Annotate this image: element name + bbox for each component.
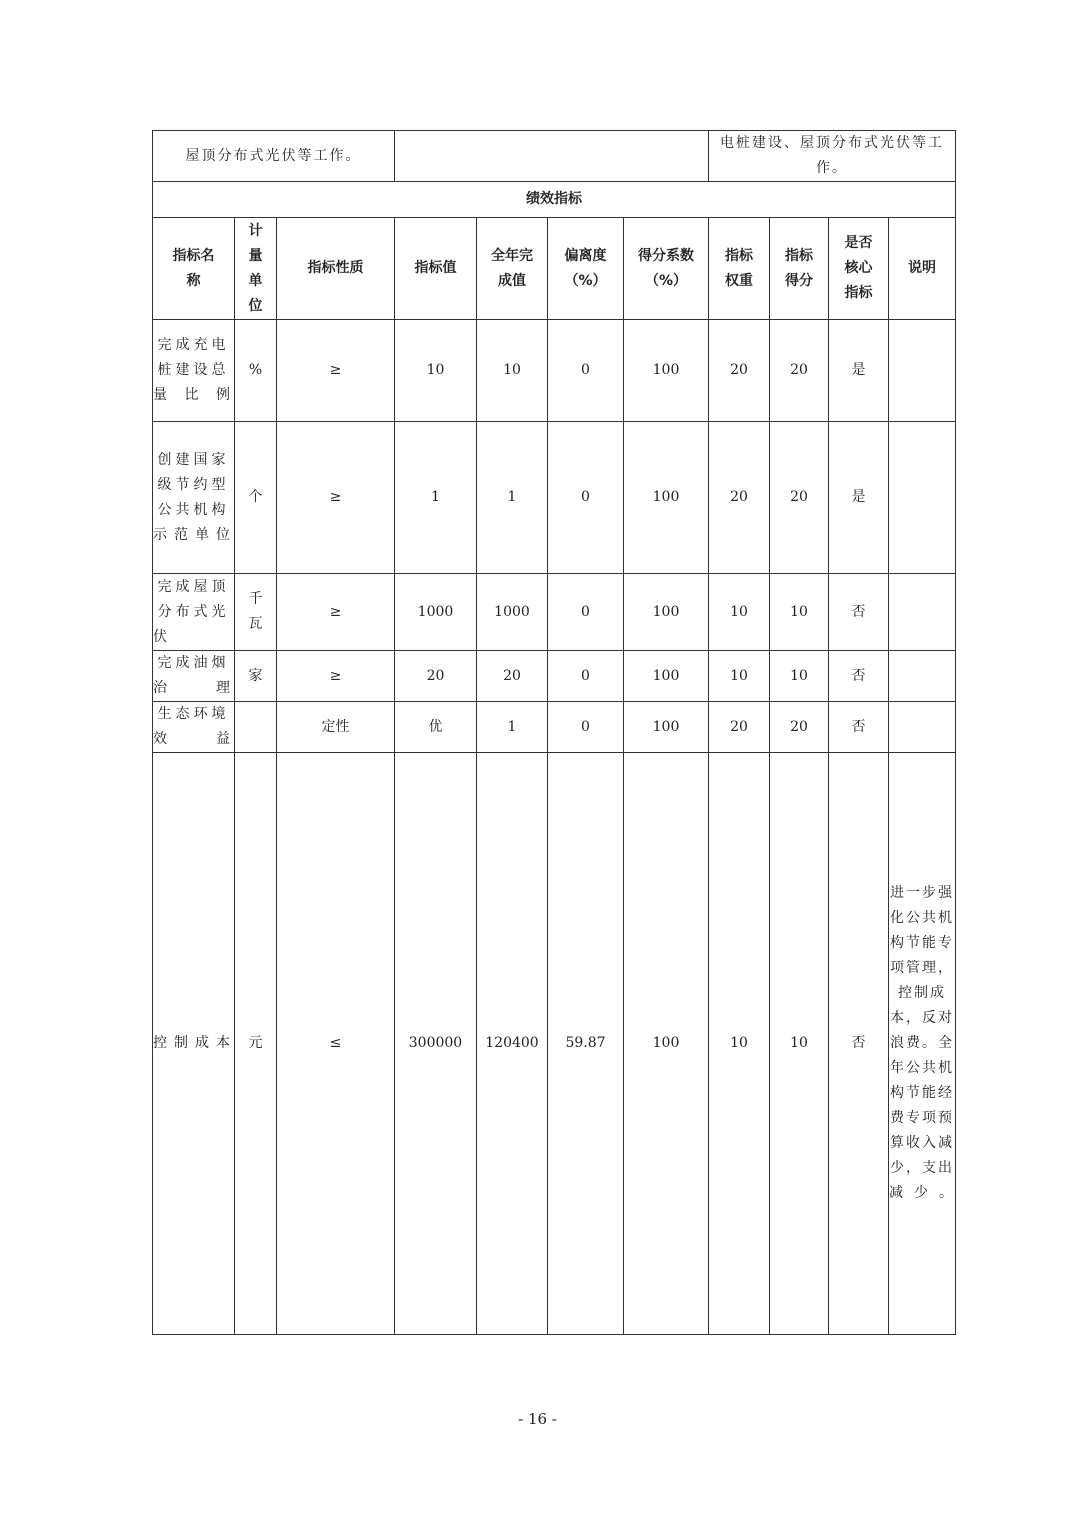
section-row xyxy=(153,182,956,218)
score-cell: 10 xyxy=(770,574,829,651)
core-cell: 是 xyxy=(829,320,889,422)
table-row xyxy=(153,651,956,702)
actual-cell: 1 xyxy=(477,422,548,574)
header-nature: 指标性质 xyxy=(277,218,395,320)
deviation-cell: 0 xyxy=(548,422,624,574)
nature-cell: ≥ xyxy=(277,422,395,574)
table-row xyxy=(153,702,956,753)
header-core: 是否核心指标 xyxy=(829,218,889,320)
header-unit: 计量单位 xyxy=(235,218,277,320)
table-row xyxy=(153,422,956,574)
nature-cell: ≤ xyxy=(277,753,395,1335)
unit-cell xyxy=(235,702,277,753)
coef-cell: 100 xyxy=(624,753,709,1335)
target-cell: 300000 xyxy=(395,753,477,1335)
header-note: 说明 xyxy=(889,218,956,320)
header-target: 指标值 xyxy=(395,218,477,320)
unit-cell: 元 xyxy=(235,753,277,1335)
score-cell: 10 xyxy=(770,651,829,702)
coef-cell: 100 xyxy=(624,702,709,753)
performance-table xyxy=(152,130,956,1335)
coef-cell: 100 xyxy=(624,651,709,702)
core-cell: 否 xyxy=(829,702,889,753)
section-title: 绩效指标 xyxy=(153,182,956,218)
core-cell: 否 xyxy=(829,753,889,1335)
weight-cell: 10 xyxy=(709,753,770,1335)
score-cell: 20 xyxy=(770,422,829,574)
weight-cell: 20 xyxy=(709,422,770,574)
continuation-middle-cell xyxy=(395,131,709,182)
core-cell: 是 xyxy=(829,422,889,574)
unit-cell: 家 xyxy=(235,651,277,702)
continuation-row xyxy=(153,131,956,182)
weight-cell: 10 xyxy=(709,651,770,702)
nature-cell: 定性 xyxy=(277,702,395,753)
indicator-name: 完成油烟治理 xyxy=(153,651,235,702)
weight-cell: 20 xyxy=(709,320,770,422)
target-cell: 10 xyxy=(395,320,477,422)
score-cell: 20 xyxy=(770,702,829,753)
header-weight: 指标权重 xyxy=(709,218,770,320)
table-row xyxy=(153,574,956,651)
actual-cell: 1000 xyxy=(477,574,548,651)
weight-cell: 10 xyxy=(709,574,770,651)
table-row xyxy=(153,320,956,422)
actual-cell: 1 xyxy=(477,702,548,753)
deviation-cell: 0 xyxy=(548,702,624,753)
page-number: - 16 - xyxy=(518,1410,557,1428)
unit-cell: 千瓦 xyxy=(235,574,277,651)
unit-cell: % xyxy=(235,320,277,422)
note-cell xyxy=(889,320,956,422)
indicator-name: 创建国家级节约型公共机构示范单位 xyxy=(153,422,235,574)
actual-cell: 20 xyxy=(477,651,548,702)
actual-cell: 10 xyxy=(477,320,548,422)
header-name: 指标名称 xyxy=(153,218,235,320)
continuation-right-cell: 电桩建设、屋顶分布式光伏等工作。 xyxy=(709,131,956,182)
header-coef: 得分系数（%） xyxy=(624,218,709,320)
core-cell: 否 xyxy=(829,574,889,651)
deviation-cell: 0 xyxy=(548,574,624,651)
table-row xyxy=(153,753,956,1335)
coef-cell: 100 xyxy=(624,574,709,651)
target-cell: 20 xyxy=(395,651,477,702)
target-cell: 优 xyxy=(395,702,477,753)
coef-cell: 100 xyxy=(624,320,709,422)
actual-cell: 120400 xyxy=(477,753,548,1335)
deviation-cell: 59.87 xyxy=(548,753,624,1335)
note-cell xyxy=(889,574,956,651)
core-cell: 否 xyxy=(829,651,889,702)
note-cell xyxy=(889,651,956,702)
coef-cell: 100 xyxy=(624,422,709,574)
weight-cell: 20 xyxy=(709,702,770,753)
deviation-cell: 0 xyxy=(548,651,624,702)
unit-cell: 个 xyxy=(235,422,277,574)
continuation-left-cell: 屋顶分布式光伏等工作。 xyxy=(153,131,395,182)
nature-cell: ≥ xyxy=(277,651,395,702)
header-row xyxy=(153,218,956,320)
note-cell xyxy=(889,422,956,574)
deviation-cell: 0 xyxy=(548,320,624,422)
nature-cell: ≥ xyxy=(277,574,395,651)
header-actual: 全年完成值 xyxy=(477,218,548,320)
header-score: 指标得分 xyxy=(770,218,829,320)
target-cell: 1 xyxy=(395,422,477,574)
nature-cell: ≥ xyxy=(277,320,395,422)
header-deviation: 偏离度（%） xyxy=(548,218,624,320)
note-cell xyxy=(889,702,956,753)
target-cell: 1000 xyxy=(395,574,477,651)
indicator-name: 完成屋顶分布式光伏 xyxy=(153,574,235,651)
score-cell: 20 xyxy=(770,320,829,422)
score-cell: 10 xyxy=(770,753,829,1335)
indicator-name: 控制成本 xyxy=(153,753,235,1335)
indicator-name: 生态环境效益 xyxy=(153,702,235,753)
note-cell: 进一步强化公共机构节能专项管理，控制成本，反对浪费。全年公共机构节能经费专项预算收入减少，支出减少。 xyxy=(889,753,956,1335)
indicator-name: 完成充电桩建设总量比例 xyxy=(153,320,235,422)
